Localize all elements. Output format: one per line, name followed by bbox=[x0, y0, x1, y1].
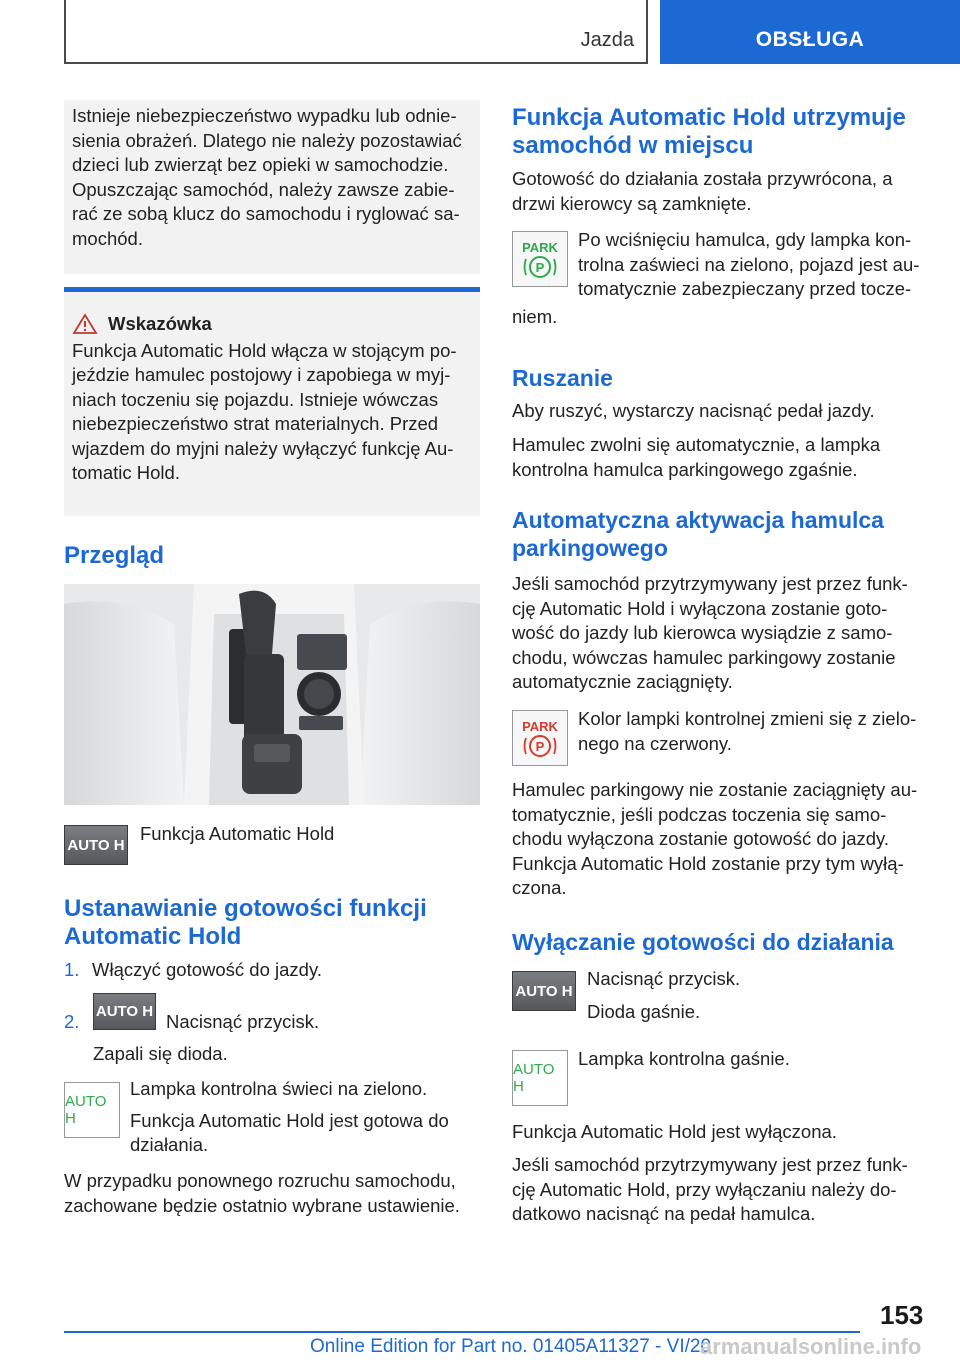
auto-brake-p1 bbox=[512, 572, 908, 695]
lamp-line: działania. bbox=[130, 1134, 209, 1155]
warning-line: dzieci lub zwierząt bez opieki w samochodzie. bbox=[72, 154, 449, 175]
park-green-icon bbox=[512, 231, 568, 287]
svg-text:P: P bbox=[535, 260, 545, 275]
setup-after-line: zachowane będzie ostatnio wybrane ustawienie. bbox=[64, 1194, 460, 1216]
disable-text bbox=[587, 967, 740, 1024]
park-text: PARK bbox=[522, 240, 558, 255]
disable-p2-line: datkowo nacisnąć na pedał hamulca. bbox=[512, 1203, 816, 1224]
auto-h-button-icon: AUTO H bbox=[93, 993, 156, 1030]
notice-line: jeździe hamulec postojowy i zapobiega w myj- bbox=[72, 364, 451, 385]
park-text: PARK bbox=[522, 719, 558, 734]
warning-triangle-icon bbox=[72, 313, 98, 335]
start-p2-line: Hamulec zwolni się automatycznie, a lampka bbox=[512, 434, 881, 455]
warning-line: mochód. bbox=[72, 227, 143, 249]
step-number: 1. bbox=[64, 959, 80, 980]
start-p1: Aby ruszyć, wystarczy nacisnąć pedał jazdy. bbox=[512, 400, 875, 421]
hold-heading-line: samochód w miejscu bbox=[512, 132, 754, 159]
hold-park-line: tomatycznie zabezpieczany przed tocze- bbox=[578, 278, 912, 299]
setup-heading-line: Automatic Hold bbox=[64, 923, 242, 950]
park-red-icon bbox=[512, 710, 568, 766]
auto-brake-p1-line: wość do jazdy lub kierowca wysiądzie z samo- bbox=[512, 622, 893, 643]
hold-park-text bbox=[578, 228, 928, 302]
step-2-text: Nacisnąć przycisk. bbox=[166, 1011, 320, 1032]
hold-intro-line: Gotowość do działania została przywrócona, a bbox=[512, 168, 893, 189]
edition-text: Online Edition for Part no. 01405A11327 - VI/20 bbox=[310, 1336, 712, 1357]
disable-lamp-text: Lampka kontrolna gaśnie. bbox=[578, 1048, 790, 1069]
auto-brake-p2-line: Hamulec parkingowy nie zostanie zaciągnięty au- bbox=[512, 779, 918, 800]
disable-line: Dioda gaśnie. bbox=[587, 1000, 701, 1022]
start-p2 bbox=[512, 433, 880, 482]
notice-line: Funkcja Automatic Hold włącza w stojącym po- bbox=[72, 339, 457, 361]
warning-line: Istnieje niebezpieczeństwo wypadku lub odnie- bbox=[72, 105, 457, 126]
auto-h-lamp-off-icon: AUTO H bbox=[512, 1050, 568, 1106]
disable-p2-line: cję Automatic Hold, przy wyłączaniu należy do- bbox=[512, 1178, 897, 1200]
auto-h-button-icon: AUTO H bbox=[512, 971, 576, 1011]
hold-park-tail: niem. bbox=[512, 306, 558, 327]
hold-intro-line: drzwi kierowcy są zamknięte. bbox=[512, 192, 752, 214]
disable-p1: Funkcja Automatic Hold jest wyłączona. bbox=[512, 1121, 837, 1142]
warning-line: sienia obrażeń. Dlatego nie należy pozostawiać bbox=[72, 129, 462, 151]
auto-brake-p2-line: tomatycznie, jeśli podczas toczenia się samo- bbox=[512, 803, 887, 825]
step-2-number: 2. bbox=[64, 1011, 80, 1032]
auto-brake-park-line: Kolor lampki kontrolnej zmieni się z zielo- bbox=[578, 708, 917, 729]
notice-line: niach toczeniu się pojazdu. Istnieje wówczas bbox=[72, 388, 439, 410]
step-2-sub: Zapali się dioda. bbox=[93, 1043, 228, 1064]
setup-heading-line: Ustanawianie gotowości funkcji bbox=[64, 895, 427, 922]
section-title: Jazda bbox=[580, 29, 634, 51]
chapter-tab: OBSŁUGA bbox=[660, 0, 960, 64]
disable-p2-line: Jeśli samochód przytrzymywany jest przez funk- bbox=[512, 1154, 908, 1175]
start-p2-line: kontrolna hamulca parkingowego zgaśnie. bbox=[512, 458, 858, 480]
footer-rule bbox=[64, 1331, 860, 1333]
disable-line: Nacisnąć przycisk. bbox=[587, 968, 741, 989]
hold-intro bbox=[512, 167, 892, 216]
notice-line: tomatic Hold. bbox=[72, 462, 180, 483]
watermark: armanualsonline.info bbox=[700, 1334, 922, 1359]
auto-brake-heading-line: Automatyczna aktywacja hamulca bbox=[512, 507, 884, 533]
warning-line: Opuszczając samochód, należy zawsze zabie- bbox=[72, 178, 455, 200]
auto-brake-p1-line: Jeśli samochód przytrzymywany jest przez funk- bbox=[512, 573, 908, 594]
hold-park-line: trolna zaświeci na zielono, pojazd jest au- bbox=[578, 253, 920, 275]
auto-brake-park-text bbox=[578, 707, 928, 756]
notice-box bbox=[64, 292, 480, 516]
auto-brake-p2-line: czona. bbox=[512, 877, 567, 898]
warning-line: rać ze sobą klucz do samochodu i ryglować sa- bbox=[72, 203, 460, 224]
setup-heading bbox=[64, 895, 427, 951]
auto-brake-p2-line: chodu wyłączona zostanie gotowość do jazdy. bbox=[512, 828, 890, 849]
setup-after bbox=[64, 1169, 460, 1218]
overview-caption: Funkcja Automatic Hold bbox=[140, 823, 335, 844]
page-number: 153 bbox=[880, 1300, 924, 1330]
step-text: Włączyć gotowość do jazdy. bbox=[92, 959, 322, 980]
auto-brake-park-line: nego na czerwony. bbox=[578, 732, 732, 754]
auto-brake-heading bbox=[512, 506, 884, 562]
auto-brake-heading-line: parkingowego bbox=[512, 535, 668, 561]
lamp-line: Lampka kontrolna świeci na zielono. bbox=[130, 1078, 428, 1099]
overview-heading: Przegląd bbox=[64, 542, 165, 569]
warning-box bbox=[64, 100, 480, 274]
lamp-on-text bbox=[130, 1077, 480, 1158]
hold-heading-line: Funkcja Automatic Hold utrzymuje bbox=[512, 104, 906, 131]
header-box bbox=[64, 0, 648, 64]
svg-text:P: P bbox=[535, 739, 545, 754]
notice-line: wjazdem do myjni należy wyłączyć funkcję Au- bbox=[72, 437, 454, 459]
disable-p2 bbox=[512, 1153, 908, 1227]
notice-line: niebezpieczeństwo strat materialnych. Przed bbox=[72, 413, 439, 434]
auto-h-lamp-icon: AUTO H bbox=[64, 1082, 120, 1138]
auto-brake-p2-line: Funkcja Automatic Hold zostanie przy tym wyłą- bbox=[512, 852, 904, 874]
auto-brake-p1-line: automatycznie zaciągnięty. bbox=[512, 671, 733, 692]
center-console-image bbox=[64, 584, 480, 805]
setup-after-line: W przypadku ponownego rozruchu samochodu, bbox=[64, 1170, 456, 1191]
auto-brake-p2 bbox=[512, 778, 917, 901]
hold-heading bbox=[512, 104, 906, 160]
notice-title: Wskazówka bbox=[108, 313, 212, 334]
auto-h-button-icon: AUTO H bbox=[64, 825, 128, 865]
start-heading: Ruszanie bbox=[512, 365, 613, 391]
auto-brake-p1-line: cję Automatic Hold i wyłączona zostanie goto- bbox=[512, 597, 888, 619]
step-1 bbox=[64, 958, 484, 983]
disable-heading: Wyłączanie gotowości do działania bbox=[512, 929, 894, 955]
auto-brake-p1-line: chodu, wówczas hamulec parkingowy zostanie bbox=[512, 646, 896, 668]
hold-park-line: Po wciśnięciu hamulca, gdy lampka kon- bbox=[578, 229, 912, 250]
lamp-line: Funkcja Automatic Hold jest gotowa do bbox=[130, 1109, 449, 1131]
